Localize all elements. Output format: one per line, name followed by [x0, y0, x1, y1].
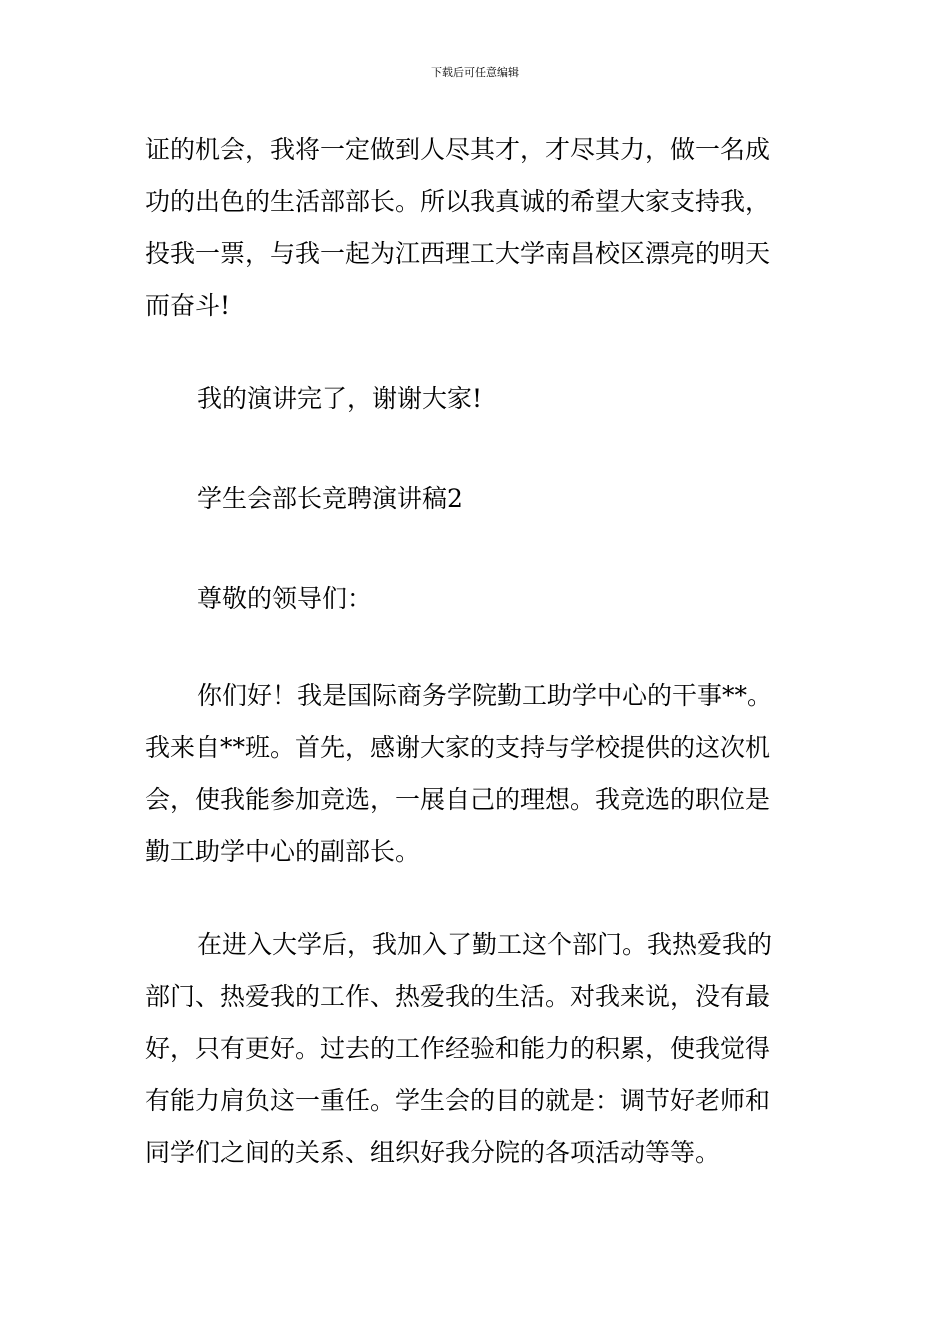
text-line: 好，只有更好。过去的工作经验和能力的积累，使我觉得	[145, 1034, 771, 1063]
text-line: 在进入大学后，我加入了勤工这个部门。我热爱我的	[197, 930, 773, 959]
text-line: 同学们之间的关系、组织好我分院的各项活动等等。	[145, 1138, 721, 1167]
text-line: 功的出色的生活部部长。所以我真诚的希望大家支持我，	[145, 187, 771, 216]
text-line: 有能力肩负这一重任。学生会的目的就是：调节好老师和	[145, 1086, 771, 1115]
text-line: 投我一票，与我一起为江西理工大学南昌校区漂亮的明天	[145, 239, 771, 268]
text-line: 我的演讲完了，谢谢大家!	[197, 384, 483, 413]
section-title	[145, 473, 807, 525]
text-line: 证的机会，我将一定做到人尽其才，才尽其力，做一名成	[145, 135, 771, 164]
text-line: 会，使我能参加竞选，一展自己的理想。我竞选的职位是	[145, 785, 771, 814]
paragraph-motivation	[145, 919, 807, 1179]
text-line: 部门、热爱我的工作、热爱我的生活。对我来说，没有最	[145, 982, 771, 1011]
text-line: 尊敬的领导们：	[197, 584, 373, 613]
text-line: 勤工助学中心的副部长。	[145, 837, 421, 866]
page-header: 下载后可任意编辑	[431, 66, 519, 79]
paragraph-thanks	[145, 373, 807, 425]
text-line: 我来自**班。首先，感谢大家的支持与学校提供的这次机	[145, 733, 771, 762]
text-line: 而奋斗!	[145, 291, 231, 320]
text-line: 学生会部长竞聘演讲稿2	[197, 484, 463, 513]
text-line: 你们好！我是国际商务学院勤工助学中心的干事**。	[197, 681, 773, 710]
paragraph-introduction	[145, 670, 807, 878]
salutation	[145, 573, 807, 625]
paragraph-closing-appeal	[145, 124, 807, 332]
